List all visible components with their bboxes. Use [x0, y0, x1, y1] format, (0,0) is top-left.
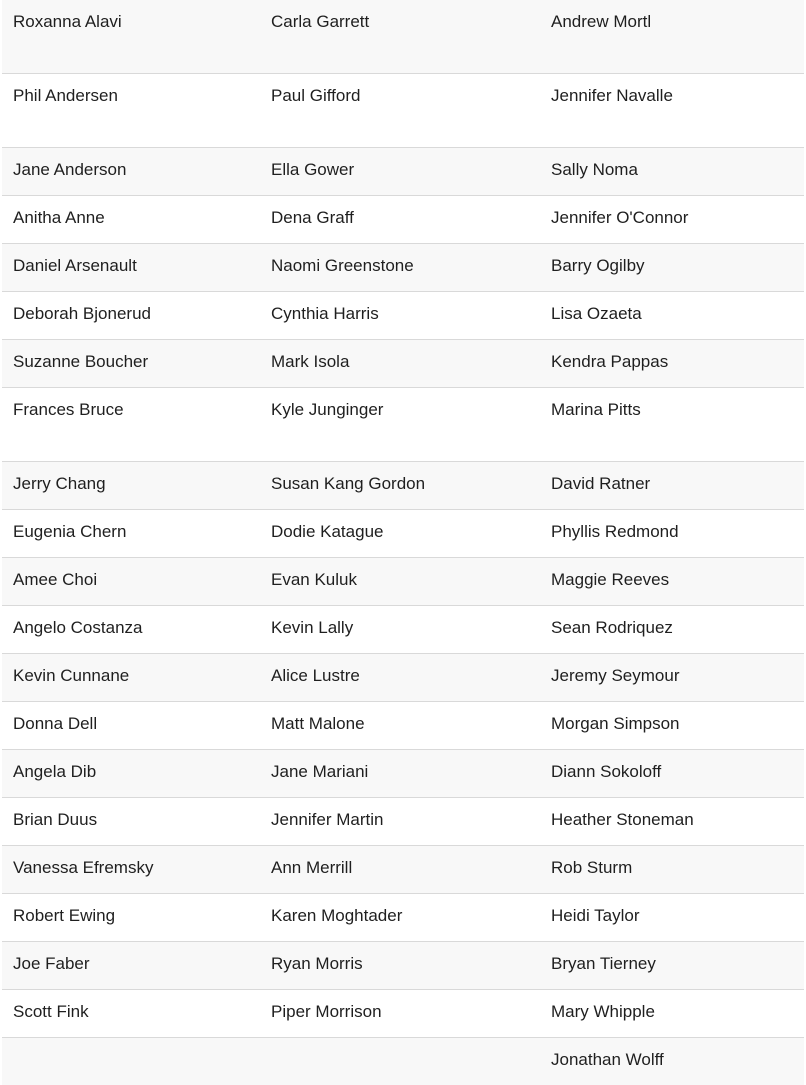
name-cell: Heather Stoneman	[540, 798, 804, 846]
name-cell: Phil Andersen	[2, 74, 260, 148]
name-cell: Jennifer O'Connor	[540, 196, 804, 244]
name-cell: Alice Lustre	[260, 654, 540, 702]
name-cell: Naomi Greenstone	[260, 244, 540, 292]
name-cell: Vanessa Efremsky	[2, 846, 260, 894]
name-cell: Eugenia Chern	[2, 510, 260, 558]
table-row	[2, 148, 804, 196]
name-cell: Paul Gifford	[260, 74, 540, 148]
name-cell: Daniel Arsenault	[2, 244, 260, 292]
name-cell: Jennifer Martin	[260, 798, 540, 846]
name-cell: Jonathan Wolff	[540, 1038, 804, 1085]
table-row	[2, 462, 804, 510]
name-roster-table	[2, 0, 804, 1085]
name-cell: Frances Bruce	[2, 388, 260, 462]
name-cell: Anitha Anne	[2, 196, 260, 244]
name-cell: Robert Ewing	[2, 894, 260, 942]
name-cell: Mary Whipple	[540, 990, 804, 1038]
name-cell: Marina Pitts	[540, 388, 804, 462]
table-row	[2, 654, 804, 702]
table-row	[2, 0, 804, 74]
name-cell: Ella Gower	[260, 148, 540, 196]
name-cell: Donna Dell	[2, 702, 260, 750]
name-cell: Rob Sturm	[540, 846, 804, 894]
table-row	[2, 558, 804, 606]
name-cell: Joe Faber	[2, 942, 260, 990]
table-row	[2, 510, 804, 558]
name-cell: Amee Choi	[2, 558, 260, 606]
table-row	[2, 196, 804, 244]
name-cell: Maggie Reeves	[540, 558, 804, 606]
name-cell: Dena Graff	[260, 196, 540, 244]
name-cell: Matt Malone	[260, 702, 540, 750]
name-cell: Carla Garrett	[260, 0, 540, 74]
table-row	[2, 846, 804, 894]
name-cell: Kendra Pappas	[540, 340, 804, 388]
name-cell: Diann Sokoloff	[540, 750, 804, 798]
name-cell: Sean Rodriquez	[540, 606, 804, 654]
table-row	[2, 244, 804, 292]
name-cell: Piper Morrison	[260, 990, 540, 1038]
name-cell: Brian Duus	[2, 798, 260, 846]
table-row	[2, 894, 804, 942]
name-cell: David Ratner	[540, 462, 804, 510]
name-cell: Roxanna Alavi	[2, 0, 260, 74]
table-row	[2, 606, 804, 654]
name-cell: Phyllis Redmond	[540, 510, 804, 558]
name-cell: Kevin Lally	[260, 606, 540, 654]
table-row	[2, 388, 804, 462]
name-cell: Evan Kuluk	[260, 558, 540, 606]
name-cell: Dodie Katague	[260, 510, 540, 558]
name-cell: Andrew Mortl	[540, 0, 804, 74]
name-cell: Ryan Morris	[260, 942, 540, 990]
table-row	[2, 942, 804, 990]
name-cell: Deborah Bjonerud	[2, 292, 260, 340]
name-cell: Jane Mariani	[260, 750, 540, 798]
name-cell: Morgan Simpson	[540, 702, 804, 750]
name-cell: Angelo Costanza	[2, 606, 260, 654]
table-row	[2, 74, 804, 148]
table-row	[2, 990, 804, 1038]
name-cell: Barry Ogilby	[540, 244, 804, 292]
table-row	[2, 750, 804, 798]
name-cell: Jane Anderson	[2, 148, 260, 196]
name-cell: Bryan Tierney	[540, 942, 804, 990]
name-cell: Lisa Ozaeta	[540, 292, 804, 340]
name-cell: Kyle Junginger	[260, 388, 540, 462]
name-cell: Susan Kang Gordon	[260, 462, 540, 510]
name-cell: Kevin Cunnane	[2, 654, 260, 702]
name-cell: Scott Fink	[2, 990, 260, 1038]
name-cell: Jeremy Seymour	[540, 654, 804, 702]
name-cell: Mark Isola	[260, 340, 540, 388]
name-cell: Suzanne Boucher	[2, 340, 260, 388]
table-row	[2, 798, 804, 846]
name-cell: Sally Noma	[540, 148, 804, 196]
name-cell: Cynthia Harris	[260, 292, 540, 340]
table-row	[2, 702, 804, 750]
name-cell: Heidi Taylor	[540, 894, 804, 942]
table-row	[2, 292, 804, 340]
table-row	[2, 340, 804, 388]
name-cell: Angela Dib	[2, 750, 260, 798]
name-cell: Ann Merrill	[260, 846, 540, 894]
name-cell: Jerry Chang	[2, 462, 260, 510]
name-cell: Karen Moghtader	[260, 894, 540, 942]
name-cell: Jennifer Navalle	[540, 74, 804, 148]
